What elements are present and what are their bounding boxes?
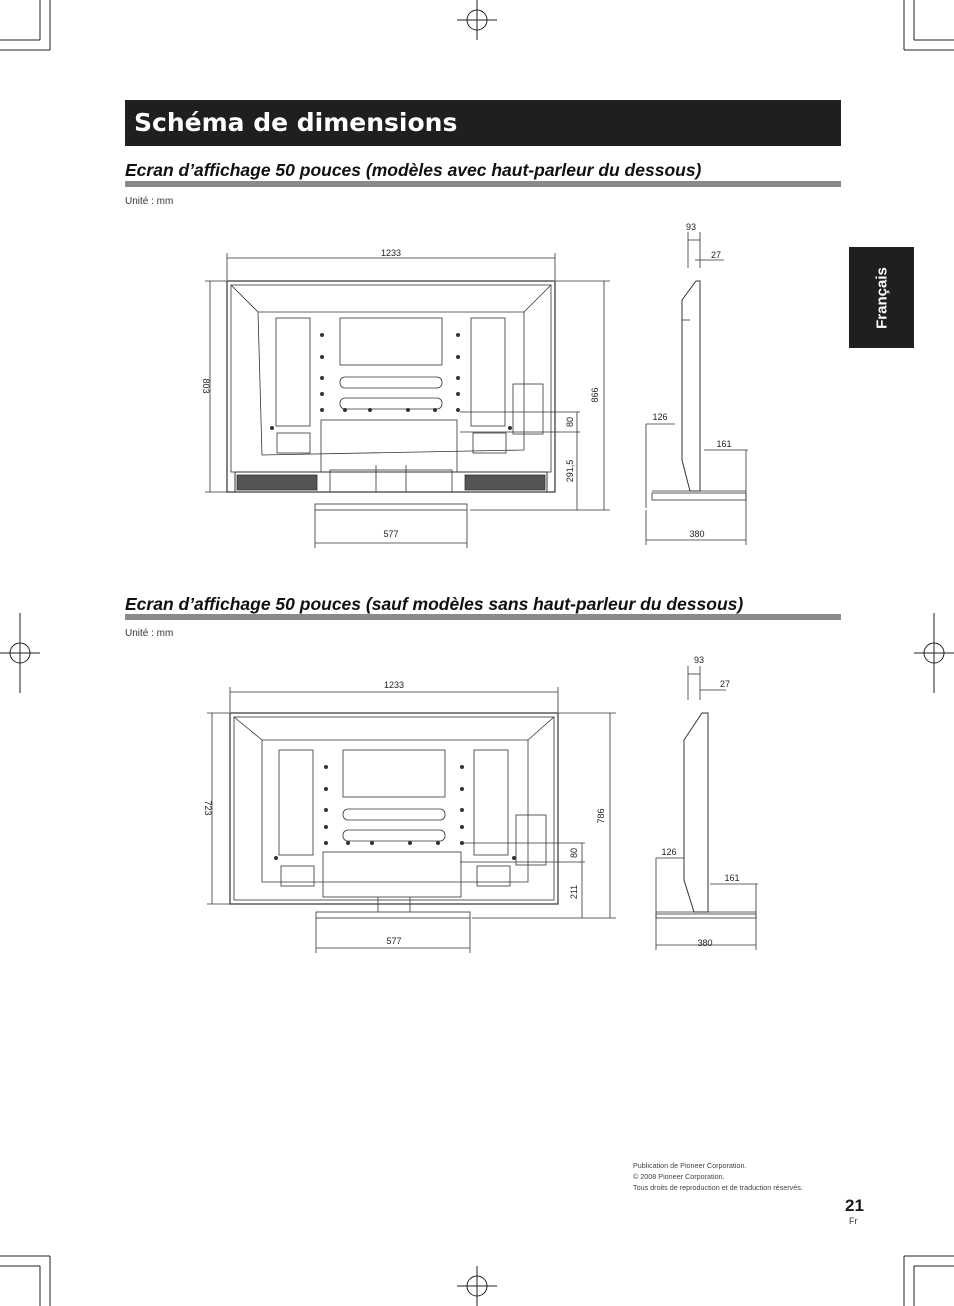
publisher-line-3: Tous droits de reproduction et de traduction réservés.: [633, 1183, 803, 1192]
publisher-line-2: © 2008 Pioneer Corporation.: [633, 1172, 725, 1181]
s1-dim-stand-w: 577: [383, 529, 399, 539]
publisher-line-1: Publication de Pioneer Corporation.: [633, 1161, 747, 1170]
s2-dim-stand-h: 211: [569, 884, 579, 900]
s1-dim-side-b: 161: [716, 439, 732, 449]
section-2-title: Ecran d’affichage 50 pouces (sauf modèles sans haut-parleur du dessous): [125, 594, 744, 614]
section-1-unit: Unité : mm: [125, 196, 174, 207]
s1-dim-height-panel: 803: [201, 378, 211, 394]
s1-dim-base-depth: 380: [689, 529, 705, 539]
s2-dim-side-b: 161: [724, 873, 740, 883]
s1-dim-width: 1233: [380, 248, 402, 258]
page-language: Fr: [849, 1216, 858, 1226]
s2-dim-base-depth: 380: [697, 938, 713, 948]
s1-dim-mount: 80: [565, 416, 575, 428]
s1-dim-thin: 27: [710, 250, 722, 260]
s2-dim-height-total: 786: [596, 808, 606, 824]
s2-dim-side-a: 126: [661, 847, 677, 857]
page-number: 21: [845, 1196, 864, 1215]
s2-dim-mount: 80: [569, 847, 579, 859]
s2-dim-depth: 93: [693, 655, 705, 665]
page-title: Schéma de dimensions: [125, 100, 841, 146]
language-tab-label: Français: [873, 266, 890, 329]
s2-dim-thin: 27: [719, 679, 731, 689]
s1-dim-depth: 93: [685, 222, 697, 232]
s2-dim-width: 1233: [383, 680, 405, 690]
publisher-note: [633, 1160, 803, 1193]
s1-dim-side-a: 126: [652, 412, 668, 422]
s2-dim-stand-w: 577: [386, 936, 402, 946]
s1-dim-stand-h: 291,5: [565, 459, 575, 483]
section-1-title: Ecran d’affichage 50 pouces (modèles avec haut-parleur du dessous): [125, 160, 702, 180]
s1-dim-height-total: 866: [590, 387, 600, 403]
section-2-unit: Unité : mm: [125, 628, 174, 639]
s2-dim-height-panel: 723: [203, 800, 213, 816]
